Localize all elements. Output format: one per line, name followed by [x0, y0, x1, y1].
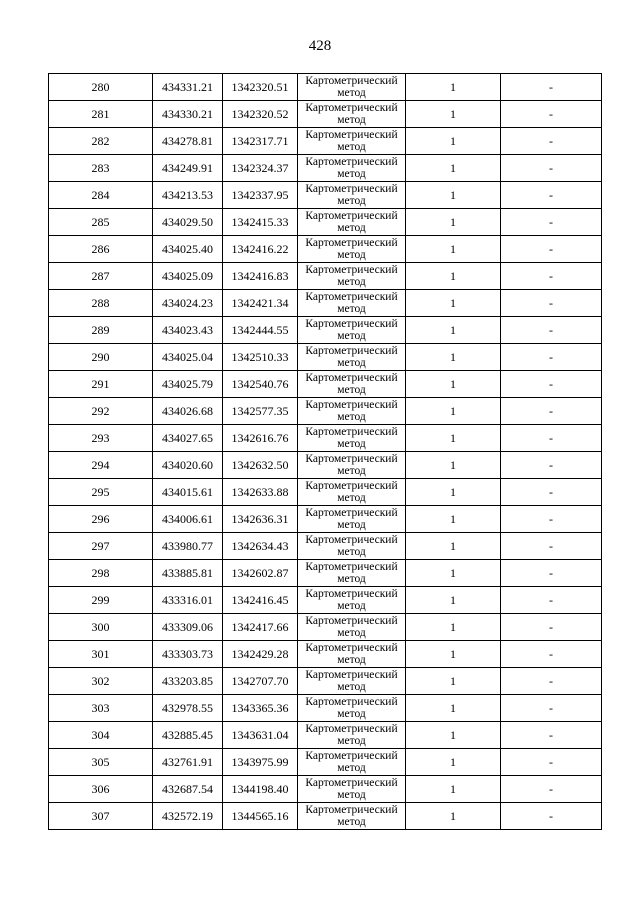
method-cell — [298, 344, 406, 371]
point-number-cell: 287 — [49, 263, 153, 290]
method-line-2: метод — [337, 816, 366, 828]
accuracy-cell: 1 — [406, 452, 501, 479]
method-cell — [298, 587, 406, 614]
y-coordinate-cell: 1344565.16 — [223, 803, 298, 830]
method-line-1: Картометрический — [305, 696, 398, 708]
y-coordinate-cell: 1343975.99 — [223, 749, 298, 776]
method-cell — [298, 452, 406, 479]
point-number-cell: 281 — [49, 101, 153, 128]
method-line-2: метод — [337, 330, 366, 342]
table-row — [49, 290, 602, 317]
method-line-1: Картометрический — [305, 480, 398, 492]
method-cell — [298, 236, 406, 263]
x-coordinate-cell: 434006.61 — [153, 506, 223, 533]
method-line-1: Картометрический — [305, 534, 398, 546]
x-coordinate-cell: 433203.85 — [153, 668, 223, 695]
table-row — [49, 398, 602, 425]
y-coordinate-cell: 1342577.35 — [223, 398, 298, 425]
method-line-1: Картометрический — [305, 318, 398, 330]
method-line-1: Картометрический — [305, 264, 398, 276]
method-line-1: Картометрический — [305, 156, 398, 168]
table-row — [49, 101, 602, 128]
note-cell: - — [501, 263, 602, 290]
table-row — [49, 479, 602, 506]
accuracy-cell: 1 — [406, 371, 501, 398]
point-number-cell: 300 — [49, 614, 153, 641]
table-row — [49, 452, 602, 479]
y-coordinate-cell: 1342632.50 — [223, 452, 298, 479]
method-cell — [298, 128, 406, 155]
y-coordinate-cell: 1342429.28 — [223, 641, 298, 668]
accuracy-cell: 1 — [406, 641, 501, 668]
table-row — [49, 425, 602, 452]
method-cell — [298, 425, 406, 452]
note-cell: - — [501, 587, 602, 614]
note-cell: - — [501, 101, 602, 128]
accuracy-cell: 1 — [406, 506, 501, 533]
method-line-2: метод — [337, 573, 366, 585]
method-line-2: метод — [337, 384, 366, 396]
table-row — [49, 749, 602, 776]
x-coordinate-cell: 434331.21 — [153, 74, 223, 101]
method-line-1: Картометрический — [305, 372, 398, 384]
x-coordinate-cell: 433980.77 — [153, 533, 223, 560]
method-line-2: метод — [337, 438, 366, 450]
x-coordinate-cell: 434025.79 — [153, 371, 223, 398]
y-coordinate-cell: 1342444.55 — [223, 317, 298, 344]
method-line-2: метод — [337, 762, 366, 774]
x-coordinate-cell: 432572.19 — [153, 803, 223, 830]
table-row — [49, 668, 602, 695]
point-number-cell: 298 — [49, 560, 153, 587]
table-row — [49, 209, 602, 236]
y-coordinate-cell: 1342317.71 — [223, 128, 298, 155]
method-cell — [298, 371, 406, 398]
method-line-2: метод — [337, 519, 366, 531]
point-number-cell: 305 — [49, 749, 153, 776]
method-line-2: метод — [337, 789, 366, 801]
accuracy-cell: 1 — [406, 668, 501, 695]
note-cell: - — [501, 776, 602, 803]
point-number-cell: 295 — [49, 479, 153, 506]
method-cell — [298, 803, 406, 830]
note-cell: - — [501, 695, 602, 722]
y-coordinate-cell: 1342616.76 — [223, 425, 298, 452]
x-coordinate-cell: 434029.50 — [153, 209, 223, 236]
note-cell: - — [501, 452, 602, 479]
table-row — [49, 506, 602, 533]
page-number: 428 — [308, 38, 332, 54]
y-coordinate-cell: 1342510.33 — [223, 344, 298, 371]
table-row — [49, 236, 602, 263]
method-line-1: Картометрический — [305, 615, 398, 627]
y-coordinate-cell: 1342416.22 — [223, 236, 298, 263]
accuracy-cell: 1 — [406, 236, 501, 263]
y-coordinate-cell: 1342417.66 — [223, 614, 298, 641]
method-line-1: Картометрический — [305, 345, 398, 357]
point-number-cell: 286 — [49, 236, 153, 263]
method-cell — [298, 74, 406, 101]
method-line-1: Картометрический — [305, 399, 398, 411]
method-line-2: метод — [337, 411, 366, 423]
method-line-2: метод — [337, 141, 366, 153]
note-cell: - — [501, 290, 602, 317]
y-coordinate-cell: 1342421.34 — [223, 290, 298, 317]
accuracy-cell: 1 — [406, 776, 501, 803]
y-coordinate-cell: 1344198.40 — [223, 776, 298, 803]
point-number-cell: 301 — [49, 641, 153, 668]
note-cell: - — [501, 128, 602, 155]
table-row — [49, 344, 602, 371]
note-cell: - — [501, 641, 602, 668]
x-coordinate-cell: 434213.53 — [153, 182, 223, 209]
method-line-2: метод — [337, 654, 366, 666]
y-coordinate-cell: 1342634.43 — [223, 533, 298, 560]
method-cell — [298, 101, 406, 128]
point-number-cell: 292 — [49, 398, 153, 425]
accuracy-cell: 1 — [406, 101, 501, 128]
table-row — [49, 641, 602, 668]
note-cell: - — [501, 722, 602, 749]
table-row — [49, 317, 602, 344]
note-cell: - — [501, 371, 602, 398]
accuracy-cell: 1 — [406, 182, 501, 209]
point-number-cell: 282 — [49, 128, 153, 155]
method-line-2: метод — [337, 492, 366, 504]
accuracy-cell: 1 — [406, 533, 501, 560]
x-coordinate-cell: 433316.01 — [153, 587, 223, 614]
method-line-2: метод — [337, 303, 366, 315]
method-cell — [298, 641, 406, 668]
point-number-cell: 288 — [49, 290, 153, 317]
note-cell: - — [501, 236, 602, 263]
y-coordinate-cell: 1343365.36 — [223, 695, 298, 722]
method-cell — [298, 209, 406, 236]
point-number-cell: 294 — [49, 452, 153, 479]
accuracy-cell: 1 — [406, 425, 501, 452]
method-cell — [298, 506, 406, 533]
accuracy-cell: 1 — [406, 290, 501, 317]
method-line-2: метод — [337, 249, 366, 261]
note-cell: - — [501, 317, 602, 344]
point-number-cell: 304 — [49, 722, 153, 749]
method-cell — [298, 695, 406, 722]
y-coordinate-cell: 1342633.88 — [223, 479, 298, 506]
table-row — [49, 722, 602, 749]
method-line-1: Картометрический — [305, 588, 398, 600]
method-line-2: метод — [337, 600, 366, 612]
note-cell: - — [501, 425, 602, 452]
point-number-cell: 299 — [49, 587, 153, 614]
method-line-2: метод — [337, 357, 366, 369]
method-line-1: Картометрический — [305, 426, 398, 438]
accuracy-cell: 1 — [406, 749, 501, 776]
accuracy-cell: 1 — [406, 263, 501, 290]
accuracy-cell: 1 — [406, 155, 501, 182]
y-coordinate-cell: 1342415.33 — [223, 209, 298, 236]
point-number-cell: 291 — [49, 371, 153, 398]
x-coordinate-cell: 433309.06 — [153, 614, 223, 641]
method-line-1: Картометрический — [305, 183, 398, 195]
note-cell: - — [501, 749, 602, 776]
accuracy-cell: 1 — [406, 317, 501, 344]
method-cell — [298, 290, 406, 317]
point-number-cell: 307 — [49, 803, 153, 830]
table-row — [49, 182, 602, 209]
y-coordinate-cell: 1342416.45 — [223, 587, 298, 614]
method-line-1: Картометрический — [305, 453, 398, 465]
method-line-1: Картометрический — [305, 291, 398, 303]
method-line-1: Картометрический — [305, 777, 398, 789]
note-cell: - — [501, 74, 602, 101]
method-line-1: Картометрический — [305, 210, 398, 222]
x-coordinate-cell: 433885.81 — [153, 560, 223, 587]
y-coordinate-cell: 1343631.04 — [223, 722, 298, 749]
y-coordinate-cell: 1342540.76 — [223, 371, 298, 398]
method-line-1: Картометрический — [305, 669, 398, 681]
method-cell — [298, 668, 406, 695]
x-coordinate-cell: 432761.91 — [153, 749, 223, 776]
point-number-cell: 303 — [49, 695, 153, 722]
y-coordinate-cell: 1342416.83 — [223, 263, 298, 290]
y-coordinate-cell: 1342324.37 — [223, 155, 298, 182]
table-row — [49, 803, 602, 830]
point-number-cell: 280 — [49, 74, 153, 101]
method-line-1: Картометрический — [305, 642, 398, 654]
method-line-1: Картометрический — [305, 804, 398, 816]
note-cell: - — [501, 479, 602, 506]
table-row — [49, 560, 602, 587]
method-cell — [298, 560, 406, 587]
note-cell: - — [501, 668, 602, 695]
point-number-cell: 297 — [49, 533, 153, 560]
x-coordinate-cell: 433303.73 — [153, 641, 223, 668]
method-line-1: Картометрический — [305, 237, 398, 249]
method-cell — [298, 317, 406, 344]
method-line-2: метод — [337, 222, 366, 234]
accuracy-cell: 1 — [406, 209, 501, 236]
method-cell — [298, 155, 406, 182]
x-coordinate-cell: 434027.65 — [153, 425, 223, 452]
accuracy-cell: 1 — [406, 722, 501, 749]
note-cell: - — [501, 803, 602, 830]
method-line-2: метод — [337, 708, 366, 720]
method-line-2: метод — [337, 627, 366, 639]
point-number-cell: 285 — [49, 209, 153, 236]
x-coordinate-cell: 434025.09 — [153, 263, 223, 290]
accuracy-cell: 1 — [406, 614, 501, 641]
y-coordinate-cell: 1342337.95 — [223, 182, 298, 209]
method-line-1: Картометрический — [305, 102, 398, 114]
accuracy-cell: 1 — [406, 344, 501, 371]
method-line-1: Картометрический — [305, 129, 398, 141]
accuracy-cell: 1 — [406, 398, 501, 425]
method-line-1: Картометрический — [305, 75, 398, 87]
note-cell: - — [501, 398, 602, 425]
table-row — [49, 614, 602, 641]
point-number-cell: 306 — [49, 776, 153, 803]
table-row — [49, 371, 602, 398]
x-coordinate-cell: 434024.23 — [153, 290, 223, 317]
coordinates-table — [48, 73, 602, 830]
method-line-2: метод — [337, 168, 366, 180]
point-number-cell: 293 — [49, 425, 153, 452]
method-line-1: Картометрический — [305, 561, 398, 573]
method-line-1: Картометрический — [305, 750, 398, 762]
point-number-cell: 289 — [49, 317, 153, 344]
method-line-2: метод — [337, 276, 366, 288]
x-coordinate-cell: 434278.81 — [153, 128, 223, 155]
y-coordinate-cell: 1342707.70 — [223, 668, 298, 695]
x-coordinate-cell: 432978.55 — [153, 695, 223, 722]
method-line-1: Картометрический — [305, 723, 398, 735]
point-number-cell: 283 — [49, 155, 153, 182]
method-line-2: метод — [337, 735, 366, 747]
table-body — [49, 74, 602, 830]
note-cell: - — [501, 182, 602, 209]
accuracy-cell: 1 — [406, 74, 501, 101]
y-coordinate-cell: 1342320.52 — [223, 101, 298, 128]
table-row — [49, 74, 602, 101]
y-coordinate-cell: 1342320.51 — [223, 74, 298, 101]
table-row — [49, 263, 602, 290]
x-coordinate-cell: 432687.54 — [153, 776, 223, 803]
accuracy-cell: 1 — [406, 128, 501, 155]
table-row — [49, 533, 602, 560]
x-coordinate-cell: 434025.40 — [153, 236, 223, 263]
note-cell: - — [501, 344, 602, 371]
accuracy-cell: 1 — [406, 695, 501, 722]
method-cell — [298, 749, 406, 776]
method-cell — [298, 479, 406, 506]
method-cell — [298, 722, 406, 749]
note-cell: - — [501, 209, 602, 236]
x-coordinate-cell: 434330.21 — [153, 101, 223, 128]
x-coordinate-cell: 434026.68 — [153, 398, 223, 425]
note-cell: - — [501, 533, 602, 560]
point-number-cell: 302 — [49, 668, 153, 695]
accuracy-cell: 1 — [406, 803, 501, 830]
x-coordinate-cell: 434023.43 — [153, 317, 223, 344]
x-coordinate-cell: 434015.61 — [153, 479, 223, 506]
method-line-2: метод — [337, 681, 366, 693]
method-line-1: Картометрический — [305, 507, 398, 519]
method-cell — [298, 533, 406, 560]
note-cell: - — [501, 614, 602, 641]
note-cell: - — [501, 155, 602, 182]
table-row — [49, 155, 602, 182]
table-row — [49, 695, 602, 722]
method-line-2: метод — [337, 546, 366, 558]
method-line-2: метод — [337, 87, 366, 99]
method-line-2: метод — [337, 195, 366, 207]
note-cell: - — [501, 506, 602, 533]
method-line-2: метод — [337, 465, 366, 477]
x-coordinate-cell: 432885.45 — [153, 722, 223, 749]
method-cell — [298, 614, 406, 641]
table-row — [49, 587, 602, 614]
method-cell — [298, 398, 406, 425]
accuracy-cell: 1 — [406, 587, 501, 614]
point-number-cell: 290 — [49, 344, 153, 371]
method-line-2: метод — [337, 114, 366, 126]
accuracy-cell: 1 — [406, 560, 501, 587]
accuracy-cell: 1 — [406, 479, 501, 506]
method-cell — [298, 776, 406, 803]
table-row — [49, 128, 602, 155]
y-coordinate-cell: 1342602.87 — [223, 560, 298, 587]
method-cell — [298, 263, 406, 290]
x-coordinate-cell: 434020.60 — [153, 452, 223, 479]
table-row — [49, 776, 602, 803]
note-cell: - — [501, 560, 602, 587]
y-coordinate-cell: 1342636.31 — [223, 506, 298, 533]
point-number-cell: 284 — [49, 182, 153, 209]
method-cell — [298, 182, 406, 209]
x-coordinate-cell: 434025.04 — [153, 344, 223, 371]
x-coordinate-cell: 434249.91 — [153, 155, 223, 182]
point-number-cell: 296 — [49, 506, 153, 533]
